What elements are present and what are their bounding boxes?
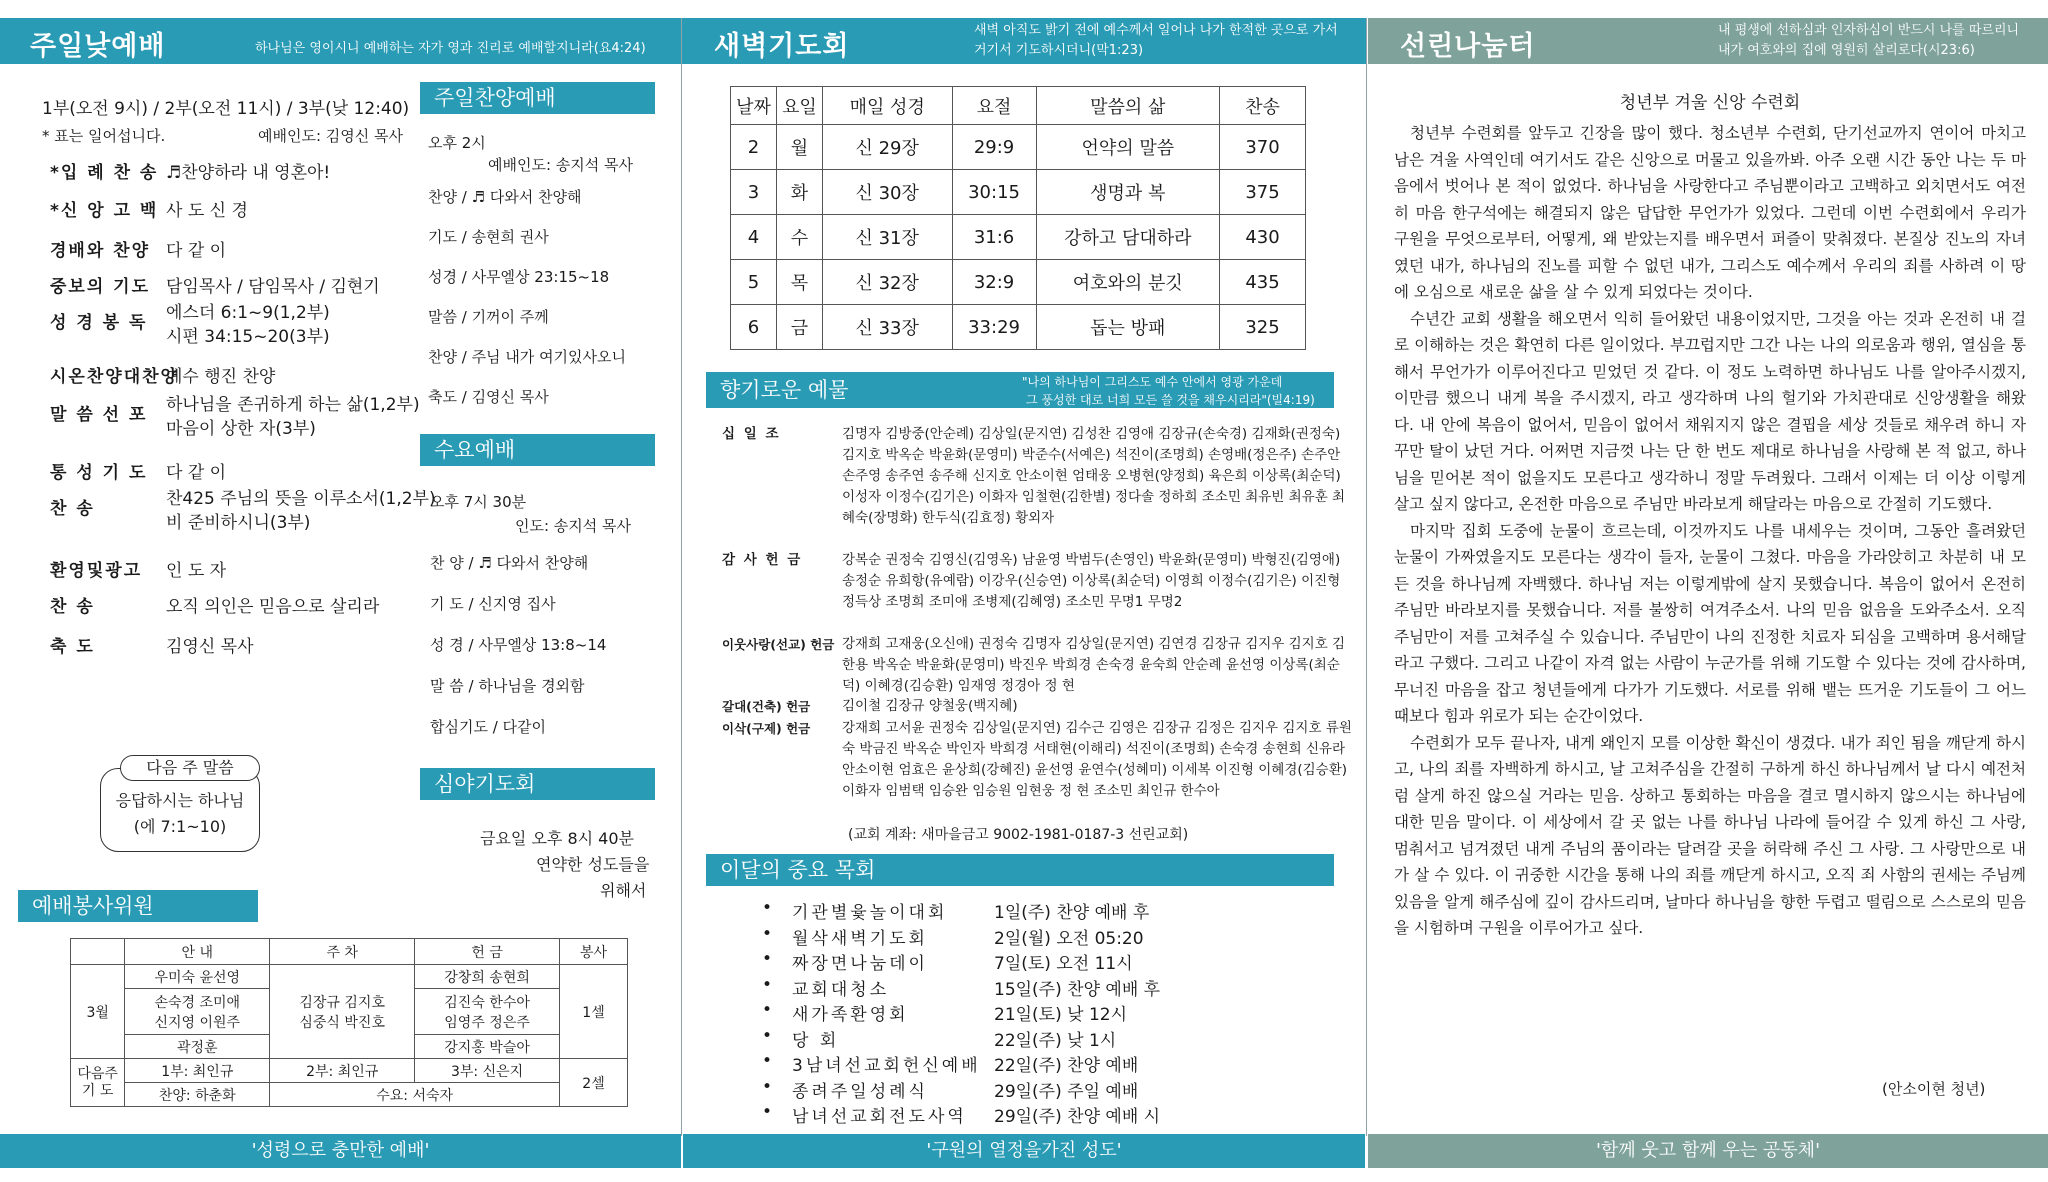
order-value: ♬찬양하라 내 영혼아! — [166, 163, 331, 183]
praise-row: 성경 / 사무엘상 23:15~18 — [428, 268, 610, 286]
order-label: 시온찬양대찬양 — [50, 367, 179, 387]
essay-paragraph: 마지막 집회 도중에 눈물이 흐르는데, 이것까지도 나를 내세우는 것이며, 그동안 흘려왔던 눈물이 가짜였을지도 모른다는 생각이 들자, 눈물이 그쳤다. 마음을 가라앉히고 차분히 내 모든 것을 하나님께 자백했다. 하나님 저는 이렇게밖에 살지 못했습니다. 복음이 없어서 온전히 주님만 바라보지를 못했습니다. 저를 불쌍히 여겨주소서. 나의 믿음 없음을 도와주소서. 오직 주님만이 저를 고쳐주실 수 있습니다. 주님만이 나의 진정한 치료자 되심을 고백하며 용서해달라고 구했다. 그리고 나같이 자격 없는 사람이 누군가를 위해 기도할 수 있다는 것에 감사하며, 무너진 마음을 잡고 청년들에게 다가가 기도했다. 서로를 위해 뱉는 뜨거운 기도들이 그 어느 때보다 힘과 위로가 되는 순간이었다. — [1394, 521, 2026, 725]
order-label: 찬 송 — [50, 499, 95, 519]
dawn-cell: 370 — [1220, 125, 1306, 170]
order-label: 성 경 봉 독 — [50, 313, 148, 333]
praise-leader: 예배인도: 송지석 목사 — [488, 156, 634, 174]
guide-cell: 우미숙 윤선영 — [125, 965, 270, 989]
dawn-row — [731, 260, 1306, 305]
praise-row: 기도 / 송현희 권사 — [428, 228, 549, 246]
dawn-prayer-column — [682, 0, 1366, 1182]
next-prayer-3: 3부: 신은지 — [415, 1059, 560, 1083]
dawn-cell: 29:9 — [952, 125, 1036, 170]
order-value: 찬425 주님의 뜻을 이루소서(1,2부) — [166, 489, 436, 509]
sunday-banner — [0, 18, 682, 64]
dawn-row — [731, 170, 1306, 215]
stand-note: * 표는 일어섭니다. — [42, 127, 166, 145]
col3-footer: '함께 웃고 함께 우는 공동체' — [1368, 1134, 2048, 1168]
next-prayer-2: 2부: 최인규 — [270, 1059, 415, 1083]
event-date: 22일(주) 낮 1시 — [994, 1030, 1117, 1051]
bullet-icon: • — [762, 1076, 773, 1097]
praise-row: 말씀 / 기꺼이 주께 — [428, 308, 549, 326]
event-date: 7일(토) 오전 11시 — [994, 954, 1133, 974]
next-wednesday: 수요: 서숙자 — [270, 1083, 560, 1107]
guide-cell: 곽정훈 — [125, 1035, 270, 1059]
event-date: 21일(토) 낮 12시 — [994, 1005, 1128, 1025]
event-name: 당 회 — [792, 1030, 840, 1051]
order-label: *입 례 찬 송 — [50, 163, 159, 183]
order-value: 인 도 자 — [166, 561, 227, 581]
essay-body — [1394, 120, 2026, 942]
order-value-2: 마음이 상한 자(3부) — [166, 419, 316, 439]
bullet-icon: • — [762, 1025, 773, 1046]
next-label-line: 기 도 — [81, 1082, 114, 1099]
bullet-icon: • — [762, 949, 773, 969]
night-prayer-title: 심야기도회 — [420, 768, 655, 800]
order-label: 경배와 찬양 — [50, 241, 151, 261]
offering-label: 갈대(건축) 헌금 — [722, 699, 811, 714]
order-label: 중보의 기도 — [50, 277, 151, 297]
wednesday-leader: 인도: 송지석 목사 — [515, 517, 632, 535]
dawn-cell: 생명과 복 — [1036, 170, 1220, 215]
dawn-header-cell: 요절 — [952, 87, 1036, 125]
night-prayer-line1: 금요일 오후 8시 40분 — [480, 829, 634, 848]
guide-cell — [125, 989, 270, 1035]
offering-names: 강재희 고서윤 권정숙 김상일(문지연) 김수근 김영은 김장규 김정은 김지우 김지호 류원숙 박금진 박옥순 박인자 박희경 서태현(이해리) 석진이(조명희) 손숙경 송현희 신유라 안소이현 엄효은 윤상희(강혜진) 윤선영 윤연수(성혜미) 이세복 이진형 이혜경(김승환) 이화자 임범택 임승완 임승원 임현웅 정 현 조소민 최인규 한수아 — [842, 720, 1352, 799]
sharing-verse-1: 내 평생에 선하심과 인자하심이 반드시 나를 따르리니 — [1718, 23, 2020, 38]
dawn-header-cell: 말씀의 삶 — [1036, 87, 1220, 125]
bullet-icon: • — [762, 974, 773, 995]
order-value: 다 같 이 — [166, 241, 227, 261]
order-label: 찬 송 — [50, 597, 95, 617]
dawn-header-cell: 찬송 — [1220, 87, 1306, 125]
dawn-cell: 375 — [1220, 170, 1306, 215]
wednesday-row: 찬 양 / ♬ 다와서 찬양해 — [430, 554, 589, 572]
parking-line: 김장규 김지호 — [299, 994, 385, 1011]
event-name: 짜장면나눔데이 — [792, 954, 928, 974]
order-value: 에스더 6:1~9(1,2부) — [166, 303, 330, 323]
dawn-cell: 신 32장 — [822, 260, 952, 305]
sharing-banner — [1368, 18, 2048, 64]
order-value: 담임목사 / 담임목사 / 김현기 — [166, 277, 380, 297]
order-value: 예수 행진 찬양 — [166, 367, 276, 387]
team-cell: 2셀 — [560, 1059, 628, 1107]
sunday-worship-column — [0, 0, 682, 1182]
servers-title: 예배봉사위원 — [18, 890, 258, 922]
next-label-line: 다음주 — [77, 1065, 118, 1082]
dawn-row — [731, 305, 1306, 350]
offering-label: 감 사 헌 금 — [722, 552, 803, 568]
dawn-cell: 30:15 — [952, 170, 1036, 215]
bullet-icon: • — [762, 1102, 773, 1122]
dawn-cell: 강하고 담대하라 — [1036, 215, 1220, 260]
next-choir: 찬양: 하춘화 — [125, 1083, 270, 1107]
order-value: 사 도 신 경 — [166, 201, 248, 221]
dawn-cell: 435 — [1220, 260, 1306, 305]
offering-cell: 강지홍 박슬아 — [415, 1035, 560, 1059]
offering-cell — [415, 989, 560, 1035]
dawn-cell: 돕는 방패 — [1036, 305, 1220, 350]
header-parking: 주 차 — [270, 939, 415, 965]
night-prayer-line2: 연약한 성도들을 — [536, 855, 650, 874]
church-account: (교회 계좌: 새마을금고 9002-1981-0187-3 선린교회) — [848, 827, 1189, 843]
order-label: 축 도 — [50, 637, 95, 657]
essay-paragraph: 수년간 교회 생활을 해오면서 익히 들어왔던 내용이었지만, 그것을 아는 것과 온전히 내 걸로 이해하는 것은 확연히 다른 일이었다. 부끄럽지만 그간 나는 나의 의로움과 행위, 열심을 통해서 무언가가 이루어진다고 믿었던 것 같다. 이 정도 노력하면 하나님도 나를 알아주시겠지, 이만큼 했으니 내게 복을 주시겠지, 라고 생각하며 나의 헐기와 가치관대로 신앙생활을 해왔다. 내 안에 복음이 없어서, 믿음이 없어서 채워지지 않은 결핍을 세상 것들로 채우려 하니 자꾸만 탈이 났던 거다. 어쩌면 지금껏 나는 단 한 번도 제대로 하나님을 사랑해 본 적 없고, 하나님을 믿어본 적이 없을지도 모른다고 생각하니 정말 두려웠다. 그래서 이제는 더 이상 이렇게 살고 싶지 않다고, 온전한 마음으로 주님만 바라보게 해달라는 마음으로 간절히 기도했다. — [1394, 309, 2026, 513]
dawn-cell: 월 — [776, 125, 822, 170]
wednesday-row: 성 경 / 사무엘상 13:8~14 — [430, 636, 607, 654]
wednesday-worship-title: 수요예배 — [420, 434, 655, 466]
dawn-cell: 5 — [731, 260, 777, 305]
wednesday-row: 합심기도 / 다같이 — [430, 718, 547, 736]
order-value: 김영신 목사 — [166, 637, 254, 657]
event-name: 남녀선교회전도사역 — [792, 1107, 967, 1127]
order-value: 다 같 이 — [166, 463, 227, 483]
bullet-icon: • — [762, 1000, 773, 1020]
event-name: 새가족환영회 — [792, 1005, 909, 1025]
event-name: 3남녀선교회헌신예배 — [792, 1056, 981, 1076]
offering-line: 김진숙 한수아 — [444, 994, 530, 1011]
offering-cell: 강창희 송현희 — [415, 965, 560, 989]
praise-row: 축도 / 김영신 목사 — [428, 388, 549, 406]
dawn-cell: 6 — [731, 305, 777, 350]
essay-paragraph: 청년부 수련회를 앞두고 긴장을 많이 했다. 청소년부 수련회, 단기선교까지 연이어 마치고 남은 겨울 사역인데 여기서도 같은 신앙으로 머물고 있을까봐. 아주 오랜 시간 동안 나는 두 마음에서 벗어나 본 적이 없었다. 하나님을 사랑한다고 주님뿐이라고 고백하고 외치면서도 여전히 마음 한구석에는 해결되지 않은 답답한 무언가가 있었다. 그런데 이번 수련회에서 우리가 구원을 무엇으로부터, 어떻게, 왜 받았는지를 배우면서 퍼즐이 맞춰졌다. 본질상 진노의 자녀였던 내가, 하나님의 진노를 피할 수 없던 내가, 그리스도 예수께서 우리의 죄를 사하려 이 땅에 오심으로 새로운 삶을 살 수 있게 되었다는 것이다. — [1394, 124, 2026, 301]
next-word-line2: (에 7:1~10) — [133, 817, 227, 836]
order-value-2: 시편 34:15~20(3부) — [166, 327, 330, 347]
wednesday-row: 말 씀 / 하나님을 경외함 — [430, 677, 585, 695]
dawn-cell: 430 — [1220, 215, 1306, 260]
next-word-title: 다음 주 말씀 — [120, 755, 260, 781]
wednesday-time: 오후 7시 30분 — [430, 493, 527, 511]
essay-author: (안소이현 청년) — [1882, 1080, 1986, 1098]
parking-line: 심중식 박진호 — [299, 1014, 385, 1031]
sunday-verse: 하나님은 영이시니 예배하는 자가 영과 진리로 예배할지니라(요4:24) — [255, 41, 646, 56]
dawn-cell: 수 — [776, 215, 822, 260]
next-word-line1: 응답하시는 하나님 — [115, 791, 245, 810]
dawn-header-cell: 매일 성경 — [822, 87, 952, 125]
order-label: 환영및광고 — [50, 561, 143, 581]
service-times: 1부(오전 9시) / 2부(오전 11시) / 3부(낮 12:40) — [42, 99, 410, 119]
dawn-cell: 신 29장 — [822, 125, 952, 170]
dawn-cell: 신 30장 — [822, 170, 952, 215]
event-name: 교회대청소 — [792, 979, 890, 1000]
event-name: 기관별윷놀이대회 — [792, 903, 948, 923]
bullet-icon: • — [762, 898, 773, 918]
event-date: 15일(주) 찬양 예배 후 — [994, 979, 1161, 1000]
dawn-cell: 3 — [731, 170, 777, 215]
dawn-cell: 신 31장 — [822, 215, 952, 260]
dawn-cell: 325 — [1220, 305, 1306, 350]
header-service: 봉사 — [560, 939, 628, 965]
dawn-banner — [682, 18, 1366, 64]
sunday-title: 주일낮예배 — [30, 31, 166, 62]
worship-leader: 예배인도: 김영신 목사 — [258, 127, 404, 145]
offering-names: 강복순 권정숙 김영신(김영옥) 남윤영 박범두(손영인) 박윤화(문영미) 박형진(김영애) 송정순 유희항(유예람) 이강우(신승연) 이상록(최순덕) 이영희 이정수(김기은) 이진형 정득상 조명희 조미애 조병제(김혜영) 조소민 무명1 무명2 — [842, 552, 1341, 610]
dawn-cell: 금 — [776, 305, 822, 350]
offering-names: 김이철 김장규 양철웅(백지혜) — [842, 698, 1018, 714]
dawn-cell: 여호와의 분깃 — [1036, 260, 1220, 305]
event-name: 종려주일성례식 — [792, 1081, 928, 1102]
bullet-icon: • — [762, 923, 773, 944]
offering-verse-1: "나의 하나님이 그리스도 예수 안에서 영광 가운데 — [1022, 375, 1283, 389]
dawn-cell: 31:6 — [952, 215, 1036, 260]
offering-line: 임영주 정은주 — [444, 1014, 530, 1031]
next-prayer-label — [71, 1059, 125, 1107]
month-cell: 3월 — [71, 965, 125, 1059]
order-label: *신 앙 고 백 — [50, 201, 159, 221]
essay-title: 청년부 겨울 신앙 수련회 — [1619, 93, 1801, 113]
offering-verse-2: 그 풍성한 대로 너희 모든 쓸 것을 채우시리라"(빌4:19) — [1026, 393, 1315, 407]
offering-label: 십 일 조 — [722, 426, 781, 442]
header-guide: 안 내 — [125, 939, 270, 965]
event-date: 22일(주) 찬양 예배 — [994, 1056, 1139, 1076]
offering-title: 향기로운 예물 — [720, 378, 849, 402]
event-date: 29일(주) 주일 예배 — [994, 1081, 1139, 1102]
dawn-row — [731, 125, 1306, 170]
dawn-verse-1: 새벽 아직도 밝기 전에 예수께서 일어나 나가 한적한 곳으로 가서 — [974, 23, 1338, 38]
sharing-title: 선린나눔터 — [1400, 31, 1536, 62]
offering-label: 이웃사랑(선교) 헌금 — [722, 637, 835, 652]
dawn-cell: 목 — [776, 260, 822, 305]
dawn-row — [731, 215, 1306, 260]
wednesday-row: 기 도 / 신지영 집사 — [430, 595, 556, 613]
next-prayer-1: 1부: 최인규 — [125, 1059, 270, 1083]
header-offering: 헌 금 — [415, 939, 560, 965]
dawn-cell: 2 — [731, 125, 777, 170]
guide-line: 신지영 이원주 — [154, 1014, 241, 1031]
dawn-cell: 32:9 — [952, 260, 1036, 305]
praise-worship-title: 주일찬양예배 — [420, 82, 655, 114]
servers-table — [70, 938, 628, 1107]
event-date: 29일(주) 찬양 예배 시 — [994, 1107, 1161, 1127]
dawn-title: 새벽기도회 — [714, 31, 850, 62]
order-value: 오직 의인은 믿음으로 살리라 — [166, 597, 380, 617]
bullet-icon: • — [762, 1051, 773, 1071]
night-prayer-line3: 위해서 — [600, 881, 647, 900]
parking-cell — [270, 965, 415, 1059]
dawn-header-cell: 날짜 — [731, 87, 777, 125]
dawn-cell: 언약의 말씀 — [1036, 125, 1220, 170]
col1-footer: '성령으로 충만한 예배' — [0, 1134, 681, 1168]
dawn-cell: 신 33장 — [822, 305, 952, 350]
dawn-cell: 화 — [776, 170, 822, 215]
event-name: 월삭새벽기도회 — [792, 928, 928, 949]
offering-names: 김명자 김방중(안순례) 김상일(문지연) 김성찬 김영애 김장규(손숙경) 김재화(권정숙) 김지호 박옥순 박윤화(문영미) 박준수(서예은) 석진이(조명희) 손영배(정은주) 손주안 손주영 송주연 송주해 신지호 안소이현 엄태웅 오병현(양정희) 육은희 이상록(최순덕) 이성자 이정수(김기은) 이화자 임철현(김한별) 정다솔 정하희 조소민 최유빈 최유훈 최혜숙(장명화) 한두식(김효정) 황외자 — [842, 426, 1346, 526]
offering-label: 이삭(구제) 헌금 — [722, 721, 811, 736]
dawn-cell: 33:29 — [952, 305, 1036, 350]
order-value: 하나님을 존귀하게 하는 삶(1,2부) — [166, 395, 420, 415]
event-date: 1일(주) 찬양 예배 후 — [994, 903, 1150, 923]
offering-names: 강재희 고재웅(오신애) 권정숙 김명자 김상일(문지연) 김연경 김장규 김지우 김지호 김한용 박옥순 박윤화(문영미) 박진우 박희경 손숙경 윤숙희 안순례 윤선영 이상록(최순덕) 이혜경(김승환) 임재영 정경아 정 현 — [842, 636, 1346, 694]
dawn-verse-2: 거기서 기도하시더니(막1:23) — [974, 43, 1144, 58]
order-label: 통 성 기 도 — [50, 463, 148, 483]
event-date: 2일(월) 오전 05:20 — [994, 928, 1144, 949]
dawn-cell: 4 — [731, 215, 777, 260]
events-title: 이달의 중요 목회 — [706, 854, 1334, 886]
order-value-2: 비 준비하시니(3부) — [166, 513, 311, 533]
team-cell: 1셀 — [560, 965, 628, 1059]
dawn-header-cell: 요일 — [776, 87, 822, 125]
praise-row: 찬양 / ♬ 다와서 찬양해 — [428, 188, 582, 206]
guide-line: 손숙경 조미애 — [154, 994, 241, 1011]
order-label: 말 씀 선 포 — [50, 405, 148, 425]
dawn-schedule-table — [730, 86, 1306, 350]
praise-time: 오후 2시 — [428, 134, 486, 152]
col2-footer: '구원의 열정을가진 성도' — [683, 1134, 1365, 1168]
praise-row: 찬양 / 주님 내가 여기있사오니 — [428, 348, 627, 366]
sharing-verse-2: 내가 여호와의 집에 영원히 살리로다(시23:6) — [1718, 43, 1975, 58]
essay-paragraph: 수련회가 모두 끝나자, 내게 왜인지 모를 이상한 확신이 생겼다. 내가 죄인 됨을 깨닫게 하시고, 나의 죄를 자백하게 하시고, 날 고쳐주심을 간절히 구하게 하신 하나님께서 날 다시 예전처럼 살게 하진 않으실 거라는 믿음. 상하고 통회하는 마음을 결코 멸시하지 않으시는 하나님에 대한 믿음 말이다. 이 세상에서 갈 곳 없는 나를 하나님 나라에 들어갈 수 있게 하신 그 사랑, 멈춰서고 넘겨졌던 내게 주님의 품이라는 달려갈 곳을 허락해 주신 그 사랑. 그 사랑만으로 내가 살 수 있다. 이 귀중한 시간을 통해 나의 죄를 깨닫게 하시고, 오직 죄 사함의 권세는 주님께 있음을 알게 해주심에 깊이 감사드리며, 날마다 하나님을 향한 두렵고 떨림으로 스스로의 믿음을 시험하며 구원을 이루어가고 싶다. — [1394, 733, 2026, 937]
